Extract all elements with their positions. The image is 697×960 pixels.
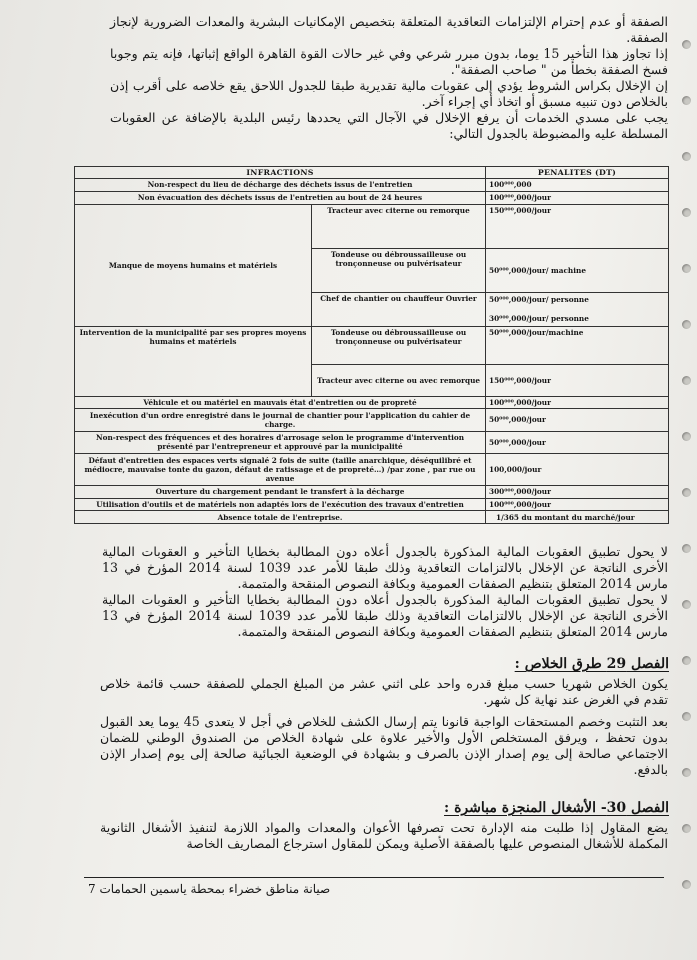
- page-footer: [84, 877, 664, 900]
- infraction-cell: Inexécution d'un ordre enregistré dans le journal de chantier pour l'application du cahier de charge.: [75, 409, 486, 431]
- infraction-cell: Non-respect des fréquences et des horaires d'arrosage selon le programme d'intervention présenté par l'entrepreneur et approuvé par la municipalité: [75, 431, 486, 453]
- penalty-cell: 50⁰⁰⁰,000/jour: [486, 409, 669, 431]
- section-29-body: [100, 676, 668, 778]
- infraction-cell: Non évacuation des déchets issus de l'entretien au bout de 24 heures: [75, 191, 486, 204]
- table-row: [75, 204, 669, 248]
- header-penalites: PENALITES (DT): [486, 167, 669, 179]
- paragraph: يضع المقاول إذا طلبت منه الإدارة تحت تصرفها الأعوان والمعدات والمواد اللازمة لتنفيذ الأشغال الثانوية المكملة للأشغال المنصوص عليها بالصفقة الأصلية ويمكن للمقاول استرجاع المصاريف الخاصة: [100, 820, 668, 851]
- top-text-block: [110, 14, 668, 142]
- penalties-table: [74, 166, 669, 524]
- penalty-cell: 1/365 du montant du marché/jour: [486, 511, 669, 524]
- paragraph: إن الإخلال بكراس الشروط يؤدي إلى عقوبات مالية تقديرية طبقا للجدول اللاحق يقع خلاصه على أقرب إذن بالخلاص دون تنبيه مسبق أو اتخاذ أي إجراء آخر.: [110, 78, 668, 109]
- table-header-row: [75, 167, 669, 179]
- table-row: [75, 511, 669, 524]
- sub-item-cell: Tondeuse ou débroussailleuse ou tronçonneuse ou pulvérisateur: [312, 248, 486, 292]
- penalty-cell: 50⁰⁰⁰,000/jour: [486, 431, 669, 453]
- infraction-cell: Non-respect du lieu de décharge des déchets issus de l'entretien: [75, 179, 486, 192]
- penalty-cell: 300⁰⁰⁰,000/jour: [486, 485, 669, 498]
- penalty-cell: 100⁰⁰⁰,000/jour: [486, 498, 669, 511]
- paragraph: يجب على مسدي الخدمات أن يرفع الإخلال في الآجال التي يحددها رئيس البلدية بالإضافة عن العقوبات المسلطة عليه والمضبوطة بالجدول التالي:: [110, 110, 668, 141]
- penalty-cell: 100,000/jour: [486, 453, 669, 485]
- table-row: [75, 409, 669, 431]
- table-row: [75, 431, 669, 453]
- table-row: [75, 396, 669, 409]
- table-row: [75, 485, 669, 498]
- section-30-body: [100, 820, 668, 852]
- paragraph: يكون الخلاص شهريا حسب مبلغ قدره واحد على اثني عشر من المبلغ الجملي للصفقة حسب قائمة خلاص تقدم في الغرض عند نهاية كل شهر.: [100, 676, 668, 707]
- sub-item-cell: Tracteur avec citerne ou remorque: [312, 204, 486, 248]
- penalty-cell: 100⁰⁰⁰,000/jour: [486, 396, 669, 409]
- penalty-line: 30⁰⁰⁰,000/jour/ personne: [489, 314, 589, 323]
- table-row: [75, 498, 669, 511]
- penalty-cell: 50⁰⁰⁰,000/jour/machine: [486, 326, 669, 364]
- paragraph: لا يحول تطبيق العقوبات المالية المذكورة بالجدول أعلاه دون المطالبة بخطايا التأخير و العقوبات المالية الأخرى الناتجة عن الإخلال بالالتزامات التعاقدية وذلك طبقا للأمر عدد 1039 لسنة 2014 المؤرخ في 13 مارس 2014 المتعلق بتنظيم الصفقات العمومية وبكافة النصوص المنقحة والمتممة.: [102, 592, 668, 639]
- sub-item-cell: Tracteur avec citerne ou avec remorque: [312, 364, 486, 396]
- infraction-cell: Utilisation d'outils et de matériels non adaptés lors de l'exécution des travaux d'entretien: [75, 498, 486, 511]
- table-row: [75, 453, 669, 485]
- header-infractions: INFRACTIONS: [75, 167, 486, 179]
- penalty-cell: 100⁰⁰⁰,000: [486, 179, 669, 192]
- penalty-cell: [486, 292, 669, 326]
- infraction-cell: Ouverture du chargement pendant le transfert à la décharge: [75, 485, 486, 498]
- section-29-heading: الفصل 29 طرق الخلاص :: [514, 656, 669, 672]
- table-row: [75, 179, 669, 192]
- paragraph: بعد التثبت وخصم المستحقات الواجبة قانونا يتم إرسال الكشف للخلاص في أجل لا يتعدى 45 يوما يعد القبول بدون تحفظ ، ويرفق المستخلص الأول والأخير علاوة على شهادة الخلاص من الصندوق الوطني للضمان الاجتماعي صالحة إلى يوم إصدار الإذن بالصرف و بشهادة في الوضعية الجبائية صالحة إلى يوم إصدار الإذن بالدفع.: [100, 714, 668, 777]
- footer-text: صيانة مناطق خضراء بمحطة ياسمين الحمامات 7: [88, 882, 331, 896]
- paragraph: الصفقة أو عدم إحترام الإلتزامات التعاقدية المتعلقة بتخصيص الإمكانيات البشرية والمعدات الضرورية لإنجاز الصفقة.: [110, 14, 668, 45]
- infraction-cell: Défaut d'entretien des espaces verts signalé 2 fois de suite (taille anarchique, déséquilibré et médiocre, mauvaise tonte du gazon, défaut de ratissage et de propreté…) /par zone , par rue ou avenue: [75, 453, 486, 485]
- sub-item-cell: Chef de chantier ou chauffeur Ouvrier: [312, 292, 486, 326]
- penalty-cell: 150⁰⁰⁰,000/jour: [486, 364, 669, 396]
- section-30-heading: الفصل 30- الأشغال المنجزة مباشرة :: [444, 800, 669, 816]
- penalty-cell: 50⁰⁰⁰,000/jour/ machine: [486, 248, 669, 292]
- infraction-cell: Absence totale de l'entreprise.: [75, 511, 486, 524]
- paragraph: إذا تجاوز هذا التأخير 15 يوما، بدون مبرر شرعي وفي غير حالات القوة القاهرة الواقع إثباتها، فإنه يتم وجوبا فسخ الصفقة بخطأ من " صاحب الصفقة".: [110, 46, 668, 77]
- group-label-intervention: Intervention de la municipalité par ses propres moyens humains et matériels: [75, 326, 312, 396]
- penalty-cell: 150⁰⁰⁰,000/jour: [486, 204, 669, 248]
- binder-holes: [677, 40, 691, 940]
- penalty-cell: 100⁰⁰⁰,000/jour: [486, 191, 669, 204]
- infraction-cell: Véhicule et ou matériel en mauvais état d'entretien ou de propreté: [75, 396, 486, 409]
- paragraph: لا يحول تطبيق العقوبات المالية المذكورة بالجدول أعلاه دون المطالبة بخطايا التأخير و العقوبات المالية الأخرى الناتجة عن الإخلال بالالتزامات التعاقدية وذلك طبقا للأمر عدد 1039 لسنة 2014 المؤرخ في 13 مارس 2014 المتعلق بتنظيم الصفقات العمومية وبكافة النصوص المنقحة والمتممة.: [102, 544, 668, 591]
- penalty-line: 50⁰⁰⁰,000/jour/ personne: [489, 295, 589, 304]
- mid-text-block: [102, 544, 668, 640]
- table-row: [75, 191, 669, 204]
- sub-item-cell: Tondeuse ou débroussailleuse ou tronçonneuse ou pulvérisateur: [312, 326, 486, 364]
- group-label-moyens: Manque de moyens humains et matériels: [75, 204, 312, 326]
- table-row: [75, 326, 669, 364]
